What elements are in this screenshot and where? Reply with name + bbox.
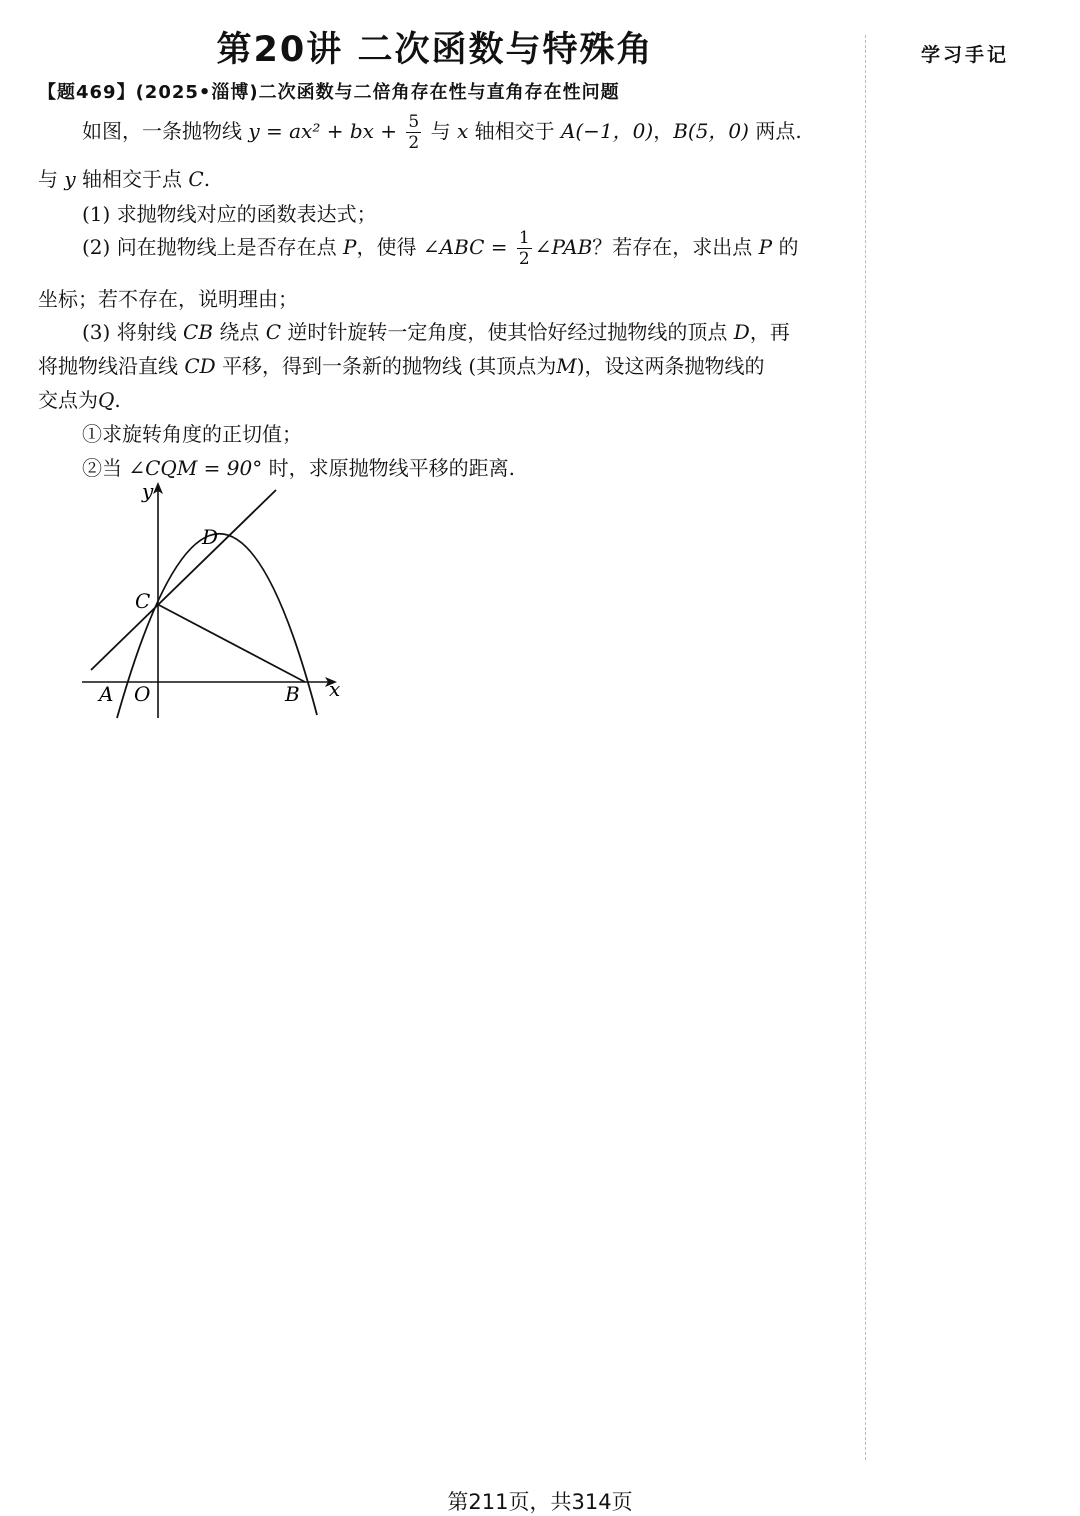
- question-3-part1: ①求旋转角度的正切值；: [82, 422, 302, 446]
- angle-cqm: ∠CQM = 90°: [128, 456, 263, 480]
- parabola-equation: y = ax² + bx +: [248, 119, 398, 143]
- problem-intro-line2: [38, 163, 210, 192]
- point-m: M: [556, 354, 577, 378]
- q3-text: )，设这两条抛物线的: [576, 354, 765, 378]
- margin-divider: [865, 35, 866, 1460]
- label-o: O: [134, 682, 151, 706]
- study-notes-label: 学习手记: [921, 44, 1010, 66]
- question-3-part2: [82, 452, 515, 481]
- line-cd: [91, 490, 276, 670]
- intro-text: .: [203, 167, 211, 191]
- question-3: [82, 316, 790, 345]
- point-c: C: [265, 320, 282, 344]
- q3-text: 逆时针旋转一定角度，使其恰好经过抛物线的顶点: [287, 320, 728, 344]
- intro-text: 两点.: [755, 119, 802, 143]
- question-3-cont2: [38, 384, 121, 413]
- question-1: (1) 求抛物线对应的函数表达式；: [82, 202, 377, 226]
- point-a-coords: A(−1，0): [560, 119, 654, 143]
- q3-text: ②当: [82, 456, 122, 480]
- segment-cb: [157, 604, 305, 682]
- frac-numerator: 5: [408, 112, 420, 132]
- page-title: 第20讲 二次函数与特殊角: [216, 30, 654, 70]
- q3-text: 平移，得到一条新的抛物线 (其顶点为: [222, 354, 557, 378]
- point-b-coords: B(5，0): [673, 119, 749, 143]
- intro-text: ，: [653, 119, 674, 143]
- intro-text: 与: [430, 119, 451, 143]
- label-c: C: [135, 589, 151, 613]
- label-d: D: [202, 525, 219, 549]
- problem-heading: 【题469】(2025•淄博)二次函数与二倍角存在性与直角存在性问题: [38, 82, 620, 103]
- q2-text: ？若存在，求出点: [592, 235, 753, 259]
- angle-pab: ∠PAB: [534, 235, 593, 259]
- intro-text: 如图，一条抛物线: [82, 119, 242, 143]
- label-y: y: [142, 479, 154, 503]
- q3-text: 绕点: [219, 320, 260, 344]
- ray-cb: CB: [183, 320, 214, 344]
- y-variable: y: [64, 167, 76, 191]
- q3-text: 时，求原抛物线平移的距离.: [268, 456, 515, 480]
- line-cd: CD: [184, 354, 216, 378]
- question-3-cont: [38, 350, 765, 379]
- q2-text: 的: [778, 235, 799, 259]
- q2-text: (2) 问在抛物线上是否存在点: [82, 235, 337, 259]
- intro-text: 与: [38, 167, 58, 191]
- page-footer: 第211页，共314页: [447, 1490, 633, 1514]
- q2-text: ，使得: [356, 235, 417, 259]
- x-variable: x: [456, 119, 469, 143]
- intro-text: 轴相交于: [474, 119, 555, 143]
- q3-text: .: [114, 388, 121, 412]
- q3-text: (3) 将射线: [82, 320, 177, 344]
- point-p: P: [758, 235, 773, 259]
- frac-numerator: 1: [518, 228, 530, 248]
- point-d: D: [733, 320, 750, 344]
- parabola-figure: [75, 478, 375, 728]
- frac-denominator: 2: [408, 133, 420, 153]
- point-q: Q: [98, 388, 115, 412]
- q3-text: 交点为: [38, 388, 98, 412]
- label-a: A: [99, 682, 114, 706]
- question-2-cont: 坐标；若不存在，说明理由；: [38, 287, 298, 311]
- q3-text: 将抛物线沿直线: [38, 354, 178, 378]
- label-b: B: [285, 682, 300, 706]
- problem-intro-line1: [82, 112, 802, 153]
- point-c: C: [188, 167, 204, 191]
- fraction-one-half: [517, 228, 532, 269]
- label-x: x: [329, 677, 341, 701]
- question-2: [82, 228, 798, 269]
- point-p: P: [343, 235, 357, 259]
- frac-denominator: 2: [518, 249, 530, 269]
- angle-abc: ∠ABC =: [422, 235, 508, 259]
- intro-text: 轴相交于点: [82, 167, 183, 191]
- fraction-five-halves: [406, 112, 421, 153]
- q3-text: ，再: [749, 320, 790, 344]
